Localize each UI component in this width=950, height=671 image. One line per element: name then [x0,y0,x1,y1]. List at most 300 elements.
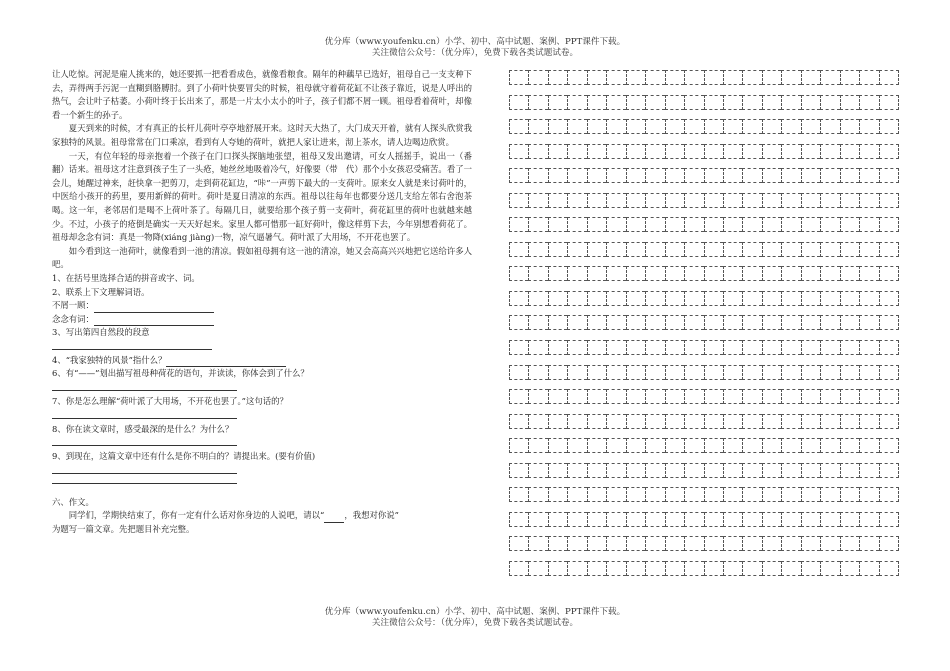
grid-cell[interactable] [665,168,684,183]
grid-cell[interactable] [742,217,761,232]
grid-cell[interactable] [567,463,586,478]
grid-cell[interactable] [665,242,684,257]
grid-cell[interactable] [801,438,820,453]
grid-cell[interactable] [528,389,547,404]
grid-cell[interactable] [567,536,586,551]
grid-cell[interactable] [704,315,723,330]
grid-cell[interactable] [820,168,839,183]
grid-cell[interactable] [723,95,742,110]
grid-cell[interactable] [665,144,684,159]
grid-cell[interactable] [820,70,839,85]
grid-cell[interactable] [704,144,723,159]
grid-cell[interactable] [762,193,781,208]
grid-cell[interactable] [645,217,664,232]
grid-cell[interactable] [840,266,859,281]
grid-cell[interactable] [645,512,664,527]
grid-cell[interactable] [509,70,528,85]
grid-cell[interactable] [548,438,567,453]
grid-cell[interactable] [742,389,761,404]
grid-cell[interactable] [567,315,586,330]
grid-cell[interactable] [704,463,723,478]
grid-cell[interactable] [548,217,567,232]
grid-cell[interactable] [820,193,839,208]
grid-cell[interactable] [548,242,567,257]
grid-cell[interactable] [509,463,528,478]
grid-cell[interactable] [859,291,878,306]
grid-cell[interactable] [762,291,781,306]
grid-cell[interactable] [801,70,820,85]
grid-cell[interactable] [762,389,781,404]
grid-cell[interactable] [859,70,878,85]
grid-cell[interactable] [665,365,684,380]
grid-cell[interactable] [742,242,761,257]
answer-blank-2b[interactable] [94,315,214,326]
grid-cell[interactable] [684,365,703,380]
grid-cell[interactable] [528,168,547,183]
grid-cell[interactable] [781,119,800,134]
grid-cell[interactable] [801,119,820,134]
grid-cell[interactable] [528,536,547,551]
grid-cell[interactable] [879,438,899,453]
grid-cell[interactable] [548,463,567,478]
grid-cell[interactable] [606,144,625,159]
grid-cell[interactable] [801,536,820,551]
grid-cell[interactable] [587,561,606,576]
grid-cell[interactable] [626,315,645,330]
grid-cell[interactable] [820,414,839,429]
grid-cell[interactable] [781,414,800,429]
grid-cell[interactable] [762,536,781,551]
grid-cell[interactable] [859,414,878,429]
writing-grid[interactable] [509,70,899,585]
grid-cell[interactable] [684,291,703,306]
grid-cell[interactable] [645,266,664,281]
grid-cell[interactable] [684,438,703,453]
grid-cell[interactable] [840,536,859,551]
grid-cell[interactable] [567,70,586,85]
grid-cell[interactable] [762,365,781,380]
grid-cell[interactable] [645,193,664,208]
grid-cell[interactable] [859,95,878,110]
grid-cell[interactable] [626,487,645,502]
grid-cell[interactable] [820,291,839,306]
grid-cell[interactable] [840,242,859,257]
grid-cell[interactable] [879,365,899,380]
grid-cell[interactable] [820,512,839,527]
grid-cell[interactable] [840,487,859,502]
grid-cell[interactable] [626,512,645,527]
grid-cell[interactable] [820,266,839,281]
grid-cell[interactable] [840,168,859,183]
grid-cell[interactable] [606,561,625,576]
grid-cell[interactable] [723,168,742,183]
grid-cell[interactable] [626,119,645,134]
grid-cell[interactable] [723,315,742,330]
grid-cell[interactable] [704,95,723,110]
grid-cell[interactable] [840,512,859,527]
grid-cell[interactable] [509,291,528,306]
grid-cell[interactable] [820,487,839,502]
grid-cell[interactable] [606,70,625,85]
grid-cell[interactable] [781,168,800,183]
grid-cell[interactable] [548,168,567,183]
grid-cell[interactable] [704,291,723,306]
grid-cell[interactable] [879,463,899,478]
grid-cell[interactable] [665,463,684,478]
grid-cell[interactable] [626,536,645,551]
grid-cell[interactable] [781,365,800,380]
grid-cell[interactable] [509,217,528,232]
grid-cell[interactable] [742,512,761,527]
composition-title-blank[interactable] [324,512,344,523]
grid-cell[interactable] [879,487,899,502]
grid-cell[interactable] [645,487,664,502]
grid-cell[interactable] [528,242,547,257]
grid-cell[interactable] [762,340,781,355]
grid-cell[interactable] [820,536,839,551]
grid-cell[interactable] [665,193,684,208]
grid-cell[interactable] [742,193,761,208]
grid-cell[interactable] [528,365,547,380]
grid-cell[interactable] [528,512,547,527]
grid-cell[interactable] [840,438,859,453]
grid-cell[interactable] [587,389,606,404]
grid-cell[interactable] [820,217,839,232]
grid-cell[interactable] [781,487,800,502]
grid-cell[interactable] [548,487,567,502]
grid-cell[interactable] [723,266,742,281]
grid-cell[interactable] [723,291,742,306]
grid-cell[interactable] [528,95,547,110]
grid-cell[interactable] [801,365,820,380]
grid-cell[interactable] [509,438,528,453]
grid-cell[interactable] [567,119,586,134]
grid-cell[interactable] [509,119,528,134]
grid-cell[interactable] [879,414,899,429]
grid-cell[interactable] [781,315,800,330]
answer-line-9a[interactable] [52,473,237,474]
grid-cell[interactable] [626,340,645,355]
grid-cell[interactable] [723,365,742,380]
grid-cell[interactable] [645,168,664,183]
grid-cell[interactable] [567,438,586,453]
grid-cell[interactable] [509,340,528,355]
grid-cell[interactable] [509,266,528,281]
grid-cell[interactable] [742,536,761,551]
grid-cell[interactable] [820,365,839,380]
grid-cell[interactable] [548,512,567,527]
grid-cell[interactable] [859,144,878,159]
grid-cell[interactable] [528,414,547,429]
grid-cell[interactable] [548,266,567,281]
grid-cell[interactable] [684,119,703,134]
grid-cell[interactable] [840,291,859,306]
grid-cell[interactable] [606,340,625,355]
grid-cell[interactable] [606,119,625,134]
grid-cell[interactable] [781,463,800,478]
grid-cell[interactable] [781,242,800,257]
grid-cell[interactable] [684,266,703,281]
grid-cell[interactable] [801,193,820,208]
grid-cell[interactable] [801,168,820,183]
grid-cell[interactable] [567,340,586,355]
grid-cell[interactable] [723,242,742,257]
grid-cell[interactable] [587,242,606,257]
answer-line-7[interactable] [52,418,237,419]
grid-cell[interactable] [801,242,820,257]
grid-cell[interactable] [742,144,761,159]
grid-cell[interactable] [781,95,800,110]
grid-cell[interactable] [587,463,606,478]
grid-cell[interactable] [762,119,781,134]
grid-cell[interactable] [723,536,742,551]
grid-cell[interactable] [742,291,761,306]
grid-cell[interactable] [840,119,859,134]
grid-cell[interactable] [665,266,684,281]
grid-cell[interactable] [820,389,839,404]
grid-cell[interactable] [567,144,586,159]
grid-cell[interactable] [587,266,606,281]
grid-cell[interactable] [723,414,742,429]
grid-cell[interactable] [606,389,625,404]
grid-cell[interactable] [879,70,899,85]
grid-cell[interactable] [567,193,586,208]
grid-cell[interactable] [723,340,742,355]
grid-cell[interactable] [704,217,723,232]
grid-cell[interactable] [801,340,820,355]
grid-cell[interactable] [528,193,547,208]
grid-cell[interactable] [723,119,742,134]
grid-cell[interactable] [665,70,684,85]
grid-cell[interactable] [567,242,586,257]
grid-cell[interactable] [645,561,664,576]
grid-cell[interactable] [879,512,899,527]
grid-cell[interactable] [859,315,878,330]
grid-cell[interactable] [684,144,703,159]
grid-cell[interactable] [626,414,645,429]
grid-cell[interactable] [665,119,684,134]
grid-cell[interactable] [879,315,899,330]
grid-cell[interactable] [587,487,606,502]
grid-cell[interactable] [684,536,703,551]
grid-cell[interactable] [723,389,742,404]
grid-cell[interactable] [645,315,664,330]
grid-cell[interactable] [859,389,878,404]
grid-cell[interactable] [665,340,684,355]
grid-cell[interactable] [528,144,547,159]
grid-cell[interactable] [781,512,800,527]
grid-cell[interactable] [762,414,781,429]
grid-cell[interactable] [567,561,586,576]
grid-cell[interactable] [840,217,859,232]
grid-cell[interactable] [859,193,878,208]
grid-cell[interactable] [879,193,899,208]
grid-cell[interactable] [606,217,625,232]
grid-cell[interactable] [645,365,664,380]
grid-cell[interactable] [684,389,703,404]
grid-cell[interactable] [509,561,528,576]
grid-cell[interactable] [665,389,684,404]
grid-cell[interactable] [781,389,800,404]
grid-cell[interactable] [626,217,645,232]
grid-cell[interactable] [859,463,878,478]
grid-cell[interactable] [548,315,567,330]
grid-cell[interactable] [665,217,684,232]
grid-cell[interactable] [859,512,878,527]
grid-cell[interactable] [587,512,606,527]
grid-cell[interactable] [684,95,703,110]
grid-cell[interactable] [879,242,899,257]
grid-cell[interactable] [801,463,820,478]
grid-cell[interactable] [528,463,547,478]
grid-cell[interactable] [859,119,878,134]
grid-cell[interactable] [840,95,859,110]
grid-cell[interactable] [704,365,723,380]
grid-cell[interactable] [762,95,781,110]
grid-cell[interactable] [820,438,839,453]
grid-cell[interactable] [509,144,528,159]
grid-cell[interactable] [879,389,899,404]
grid-cell[interactable] [742,168,761,183]
grid-cell[interactable] [665,95,684,110]
grid-cell[interactable] [548,389,567,404]
grid-cell[interactable] [762,438,781,453]
grid-cell[interactable] [801,414,820,429]
grid-cell[interactable] [665,315,684,330]
grid-cell[interactable] [606,414,625,429]
grid-cell[interactable] [587,414,606,429]
grid-cell[interactable] [645,95,664,110]
grid-cell[interactable] [762,487,781,502]
grid-cell[interactable] [587,70,606,85]
grid-cell[interactable] [684,70,703,85]
answer-blank-2a[interactable] [94,302,214,313]
grid-cell[interactable] [509,168,528,183]
grid-cell[interactable] [567,95,586,110]
grid-cell[interactable] [626,242,645,257]
grid-cell[interactable] [781,193,800,208]
grid-cell[interactable] [626,438,645,453]
answer-line-8[interactable] [52,445,237,446]
grid-cell[interactable] [723,438,742,453]
grid-cell[interactable] [840,463,859,478]
grid-cell[interactable] [820,340,839,355]
grid-cell[interactable] [762,315,781,330]
grid-cell[interactable] [626,266,645,281]
grid-cell[interactable] [801,389,820,404]
grid-cell[interactable] [606,266,625,281]
grid-cell[interactable] [587,168,606,183]
grid-cell[interactable] [704,512,723,527]
grid-cell[interactable] [587,119,606,134]
grid-cell[interactable] [781,70,800,85]
grid-cell[interactable] [626,291,645,306]
grid-cell[interactable] [723,487,742,502]
grid-cell[interactable] [509,242,528,257]
grid-cell[interactable] [548,193,567,208]
grid-cell[interactable] [567,217,586,232]
grid-cell[interactable] [762,144,781,159]
grid-cell[interactable] [509,389,528,404]
grid-cell[interactable] [665,414,684,429]
grid-cell[interactable] [626,144,645,159]
grid-cell[interactable] [548,95,567,110]
grid-cell[interactable] [548,414,567,429]
grid-cell[interactable] [665,487,684,502]
grid-cell[interactable] [781,266,800,281]
grid-cell[interactable] [879,561,899,576]
grid-cell[interactable] [762,266,781,281]
grid-cell[interactable] [820,119,839,134]
grid-cell[interactable] [742,365,761,380]
grid-cell[interactable] [548,365,567,380]
grid-cell[interactable] [606,512,625,527]
grid-cell[interactable] [606,291,625,306]
answer-line-3[interactable] [52,349,212,350]
grid-cell[interactable] [528,291,547,306]
grid-cell[interactable] [626,70,645,85]
grid-cell[interactable] [606,168,625,183]
grid-cell[interactable] [587,365,606,380]
grid-cell[interactable] [587,291,606,306]
grid-cell[interactable] [548,561,567,576]
grid-cell[interactable] [684,463,703,478]
grid-cell[interactable] [840,561,859,576]
grid-cell[interactable] [879,95,899,110]
grid-cell[interactable] [606,438,625,453]
grid-cell[interactable] [820,95,839,110]
grid-cell[interactable] [859,487,878,502]
grid-cell[interactable] [879,217,899,232]
grid-cell[interactable] [801,561,820,576]
grid-cell[interactable] [606,315,625,330]
grid-cell[interactable] [567,414,586,429]
grid-cell[interactable] [626,561,645,576]
grid-cell[interactable] [587,193,606,208]
grid-cell[interactable] [820,463,839,478]
grid-cell[interactable] [567,291,586,306]
grid-cell[interactable] [723,70,742,85]
grid-cell[interactable] [762,217,781,232]
grid-cell[interactable] [684,217,703,232]
grid-cell[interactable] [645,389,664,404]
grid-cell[interactable] [704,389,723,404]
grid-cell[interactable] [567,168,586,183]
grid-cell[interactable] [879,266,899,281]
grid-cell[interactable] [742,561,761,576]
answer-line-6[interactable] [52,390,237,391]
grid-cell[interactable] [567,512,586,527]
grid-cell[interactable] [645,291,664,306]
grid-cell[interactable] [567,389,586,404]
grid-cell[interactable] [626,168,645,183]
grid-cell[interactable] [859,242,878,257]
grid-cell[interactable] [509,193,528,208]
grid-cell[interactable] [567,365,586,380]
grid-cell[interactable] [587,144,606,159]
grid-cell[interactable] [684,168,703,183]
grid-cell[interactable] [665,291,684,306]
grid-cell[interactable] [723,512,742,527]
grid-cell[interactable] [820,144,839,159]
grid-cell[interactable] [606,365,625,380]
grid-cell[interactable] [645,119,664,134]
grid-cell[interactable] [645,242,664,257]
grid-cell[interactable] [587,438,606,453]
grid-cell[interactable] [742,463,761,478]
grid-cell[interactable] [762,70,781,85]
grid-cell[interactable] [704,242,723,257]
